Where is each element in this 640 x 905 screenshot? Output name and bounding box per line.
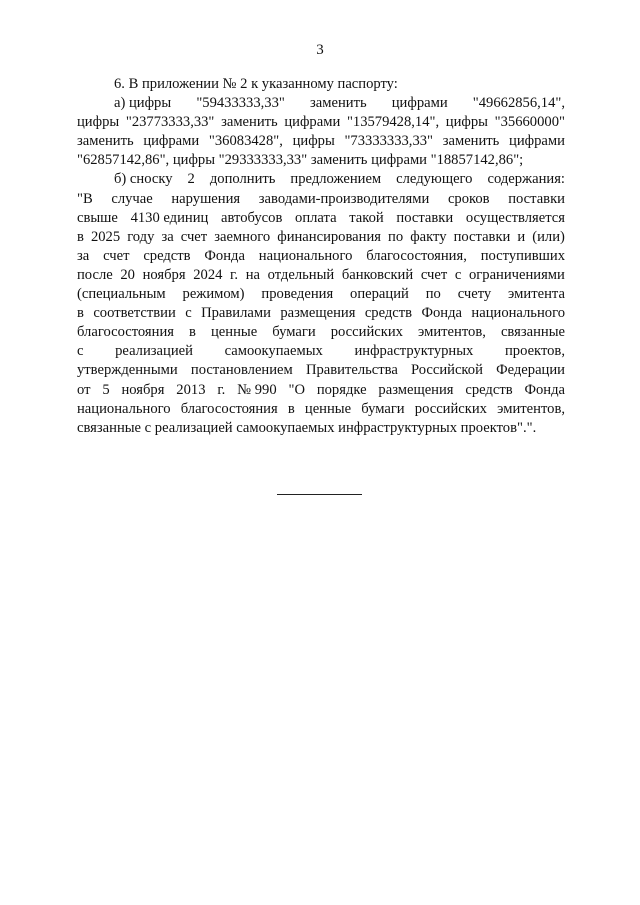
- word: Правительства: [305, 362, 398, 379]
- sub-b-line-10: [77, 342, 565, 361]
- word: "В: [77, 190, 93, 207]
- word: самоокупаемых: [224, 343, 323, 360]
- word: реализацией: [115, 343, 193, 360]
- word: за: [161, 228, 174, 245]
- word: дополнить: [209, 171, 276, 188]
- word: на: [245, 266, 260, 283]
- word: "49662856,14",: [472, 95, 565, 112]
- word: по: [425, 286, 441, 303]
- word: утвержденными: [77, 362, 178, 379]
- word: цифрами: [143, 133, 200, 150]
- item-6-heading: 6. В приложении № 2 к указанному паспорту:: [114, 76, 398, 92]
- word: российских: [330, 324, 403, 341]
- word: 2013: [176, 381, 206, 398]
- word: национального: [258, 247, 353, 264]
- word: эмитентов,: [418, 324, 486, 341]
- word: цифры: [445, 114, 488, 131]
- word: с: [454, 266, 462, 283]
- word: в: [287, 400, 295, 417]
- word: с: [185, 305, 192, 322]
- word: 20: [120, 266, 135, 283]
- word: размещения: [378, 381, 454, 398]
- word: счет: [180, 228, 208, 245]
- word: порядке: [316, 381, 367, 398]
- word: случае: [111, 190, 153, 207]
- word: от: [77, 381, 91, 398]
- sub-b-line-2: [77, 190, 565, 209]
- word: ценные: [304, 400, 352, 417]
- word: поставки: [396, 209, 454, 226]
- sub-b-line-6: [77, 266, 565, 285]
- word: за: [77, 247, 90, 264]
- word: отдельный: [267, 266, 335, 283]
- word: "О: [288, 381, 305, 398]
- word: "36083428",: [208, 133, 283, 150]
- word: цифрами: [509, 133, 565, 150]
- sub-b-line-12: [77, 381, 565, 400]
- word: Фонда: [421, 305, 462, 322]
- word: благосостояния: [77, 324, 174, 341]
- word: бумаги: [272, 324, 316, 341]
- word: следующего: [396, 171, 473, 188]
- word: году: [127, 228, 155, 245]
- word: оплата: [295, 209, 337, 226]
- document-body: [77, 75, 565, 438]
- word: г.: [217, 381, 226, 398]
- word: режимом): [182, 286, 245, 303]
- word: операций: [350, 286, 409, 303]
- word: национального: [77, 400, 171, 417]
- word: средств: [465, 381, 513, 398]
- word: Правилами: [201, 305, 271, 322]
- word: содержания:: [487, 171, 565, 188]
- word: по: [388, 228, 404, 245]
- word: такой: [349, 209, 384, 226]
- word: с: [77, 343, 84, 360]
- sub-b-line-8: [77, 304, 565, 323]
- word: соответствии: [93, 305, 176, 322]
- word: "35660000": [494, 114, 565, 131]
- word: в: [189, 324, 196, 341]
- word: факту: [410, 228, 447, 245]
- word: ценные: [211, 324, 258, 341]
- sub-b-line-9: [77, 323, 565, 342]
- word: российских: [414, 400, 487, 417]
- word: сроков: [447, 190, 490, 207]
- word: цифрами: [391, 95, 448, 112]
- sub-b-line-13: [77, 400, 565, 419]
- word: предложением: [290, 171, 382, 188]
- word: "59433333,33": [196, 95, 285, 112]
- word: Фонда: [204, 247, 245, 264]
- word: ноября: [142, 266, 186, 283]
- sub-a-line-2: [77, 113, 565, 132]
- word: г.: [230, 266, 239, 283]
- word: заводами-производителями: [258, 190, 430, 207]
- word: 2025: [90, 228, 121, 245]
- sub-b-line-1: [77, 170, 565, 189]
- word: Федерации: [496, 362, 565, 379]
- word: эмитента: [508, 286, 565, 303]
- word: 4130 единиц: [130, 209, 209, 226]
- word: средств: [364, 305, 413, 322]
- sub-b-line-4: [77, 228, 565, 247]
- word: Фонда: [524, 381, 565, 398]
- word: "73333333,33": [344, 133, 434, 150]
- word: осуществляется: [465, 209, 565, 226]
- word: "23773333,33": [125, 114, 215, 131]
- word: заменить: [221, 114, 278, 131]
- word: инфраструктурных: [354, 343, 474, 360]
- word: связанные: [500, 324, 565, 341]
- word: счету: [457, 286, 492, 303]
- word: эмитентов,: [497, 400, 565, 417]
- sub-a-line-3: [77, 132, 565, 151]
- word: счет: [103, 247, 130, 264]
- word: заменить: [310, 95, 367, 112]
- word: нарушения: [171, 190, 241, 207]
- word: ограничениями: [468, 266, 565, 283]
- word: поставки: [508, 190, 565, 207]
- word: "13579428,14",: [346, 114, 440, 131]
- word: 2024: [193, 266, 223, 283]
- word: (специальным: [77, 286, 166, 303]
- word: ноября: [121, 381, 165, 398]
- word: средств: [143, 247, 191, 264]
- word: поступивших: [480, 247, 565, 264]
- sub-b-line-11: [77, 361, 565, 380]
- word: 2: [187, 171, 195, 188]
- word: поставки: [453, 228, 511, 245]
- word: в: [77, 228, 84, 245]
- word: благосостояния,: [366, 247, 467, 264]
- sub-b-line-7: [77, 285, 565, 304]
- word: и: [517, 228, 526, 245]
- word: автобусов: [221, 209, 283, 226]
- word: № 990: [237, 381, 277, 398]
- sub-b-line-3: [77, 209, 565, 228]
- word: банковский: [341, 266, 414, 283]
- sub-b-line-5: [77, 247, 565, 266]
- word: заменить: [77, 133, 134, 150]
- word: 5: [102, 381, 110, 398]
- page-number: 3: [316, 42, 324, 58]
- word: постановлением: [190, 362, 293, 379]
- word: в: [77, 305, 84, 322]
- word: б) сноску: [114, 171, 173, 188]
- word: благосостояния: [180, 400, 278, 417]
- word: свыше: [77, 209, 118, 226]
- word: проектов,: [504, 343, 565, 360]
- word: заменить: [442, 133, 500, 150]
- sub-a-line-1: [77, 94, 565, 113]
- word: цифрами: [284, 114, 341, 131]
- word: а) цифры: [114, 95, 172, 112]
- sub-a-line-4: "62857142,86", цифры "29333333,33" заменить цифрами "18857142,86";: [77, 152, 524, 169]
- word: проведения: [261, 286, 334, 303]
- word: счет: [420, 266, 448, 283]
- word: национального: [471, 305, 565, 322]
- word: финансирования: [277, 228, 381, 245]
- word: после: [77, 266, 113, 283]
- word: цифры: [292, 133, 335, 150]
- word: Российской: [410, 362, 483, 379]
- word: заемного: [214, 228, 271, 245]
- separator-line: [277, 494, 362, 495]
- word: размещения: [280, 305, 356, 322]
- word: (или): [532, 228, 565, 245]
- word: цифры: [77, 114, 120, 131]
- sub-b-line-14: связанные с реализацией самоокупаемых инфраструктурных проектов".".: [77, 419, 537, 436]
- word: бумаги: [361, 400, 405, 417]
